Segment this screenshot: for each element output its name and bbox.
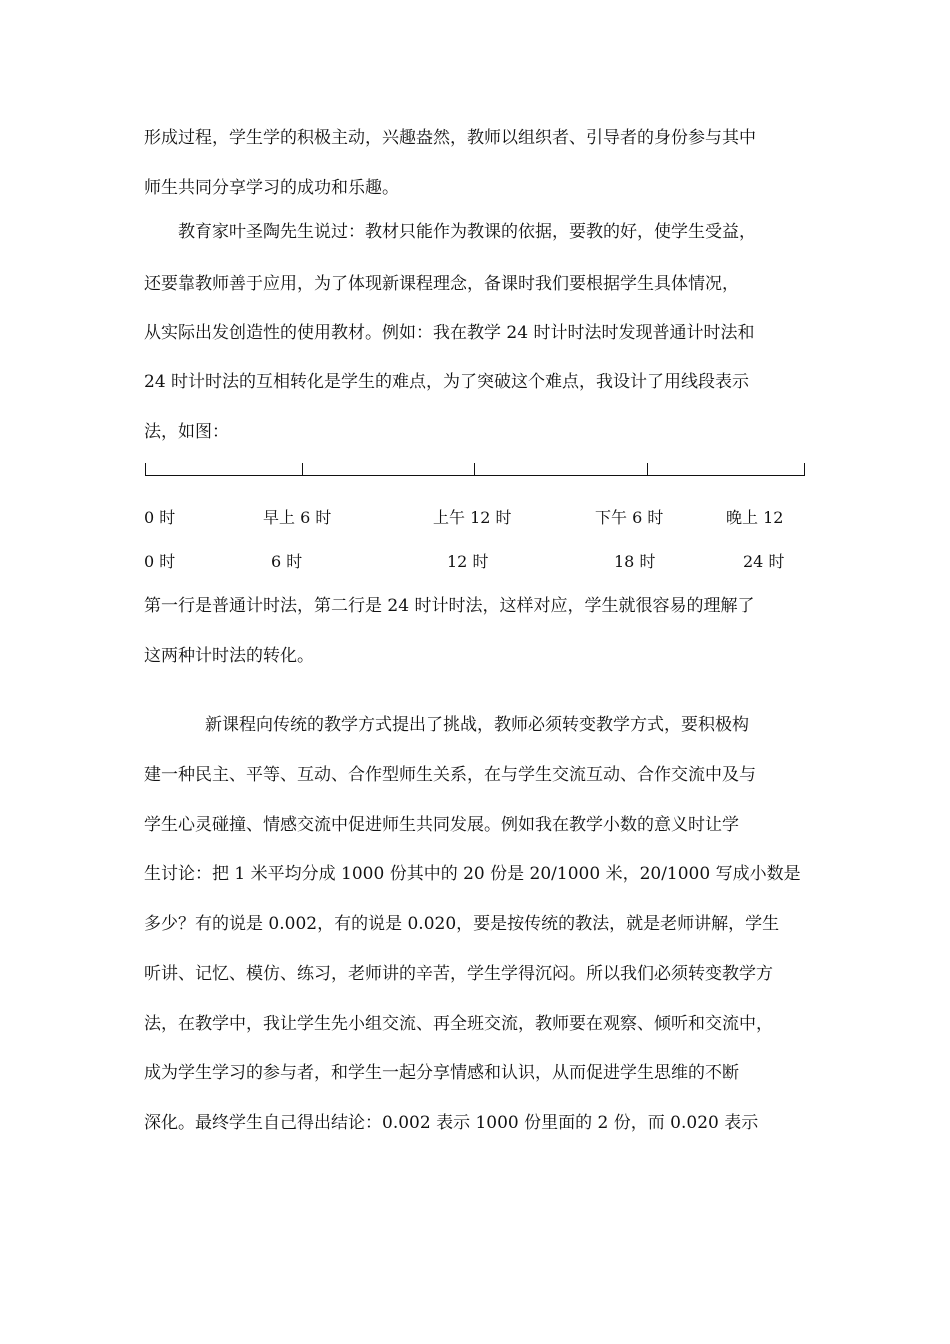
timeline-label: 18 时 (614, 552, 656, 571)
paragraph-line: 学生心灵碰撞、情感交流中促进师生共同发展。例如我在教学小数的意义时让学 (144, 815, 739, 835)
paragraph-line: 还要靠教师善于应用，为了体现新课程理念，备课时我们要根据学生具体情况， (144, 274, 739, 294)
timeline-figure (145, 460, 805, 476)
timeline-tick (145, 463, 146, 476)
timeline-tick (302, 463, 303, 476)
paragraph-line: 深化。最终学生自己得出结论：0.002 表示 1000 份里面的 2 份，而 0.020 表示 (144, 1113, 759, 1133)
timeline-label: 0 时 (144, 552, 176, 571)
paragraph-line: 成为学生学习的参与者，和学生一起分享情感和认识，从而促进学生思维的不断 (144, 1063, 739, 1083)
paragraph-line: 法，如图： (144, 422, 229, 442)
timeline-label: 早上 6 时 (263, 508, 332, 527)
timeline-label: 晚上 12 (726, 508, 784, 527)
paragraph-line: 师生共同分享学习的成功和乐趣。 (144, 178, 399, 198)
paragraph-line: 24 时计时法的互相转化是学生的难点，为了突破这个难点，我设计了用线段表示 (144, 372, 750, 392)
timeline-axis (145, 475, 805, 476)
timeline-tick (474, 463, 475, 476)
paragraph-line: 形成过程，学生学的积极主动，兴趣盎然，教师以组织者、引导者的身份参与其中 (144, 128, 756, 148)
paragraph-line: 生讨论：把 1 米平均分成 1000 份其中的 20 份是 20/1000 米，20/1000 写成小数是 (144, 864, 801, 884)
paragraph-line: 建一种民主、平等、互动、合作型师生关系，在与学生交流互动、合作交流中及与 (144, 765, 756, 785)
timeline-label: 0 时 (144, 508, 176, 527)
timeline-label: 上午 12 时 (433, 508, 512, 527)
timeline-label: 6 时 (271, 552, 303, 571)
paragraph-line: 从实际出发创造性的使用教材。例如：我在教学 24 时计时法时发现普通计时法和 (144, 323, 755, 343)
timeline-tick (647, 463, 648, 476)
timeline-tick (804, 463, 805, 476)
timeline-label: 下午 6 时 (595, 508, 664, 527)
paragraph-line: 多少？有的说是 0.002，有的说是 0.020，要是按传统的教法，就是老师讲解，学生 (144, 914, 780, 934)
paragraph-line: 教育家叶圣陶先生说过：教材只能作为教课的依据，要教的好，使学生受益， (178, 222, 756, 242)
timeline-label: 24 时 (743, 552, 785, 571)
paragraph-line: 听讲、记忆、模仿、练习，老师讲的辛苦，学生学得沉闷。所以我们必须转变教学方 (144, 964, 773, 984)
timeline-label: 12 时 (447, 552, 489, 571)
paragraph-line: 第一行是普通计时法，第二行是 24 时计时法，这样对应，学生就很容易的理解了 (144, 596, 755, 616)
paragraph-line: 法，在教学中，我让学生先小组交流、再全班交流，教师要在观察、倾听和交流中， (144, 1014, 773, 1034)
paragraph-line: 新课程向传统的教学方式提出了挑战，教师必须转变教学方式，要积极构 (205, 715, 749, 735)
paragraph-line: 这两种计时法的转化。 (144, 646, 314, 666)
